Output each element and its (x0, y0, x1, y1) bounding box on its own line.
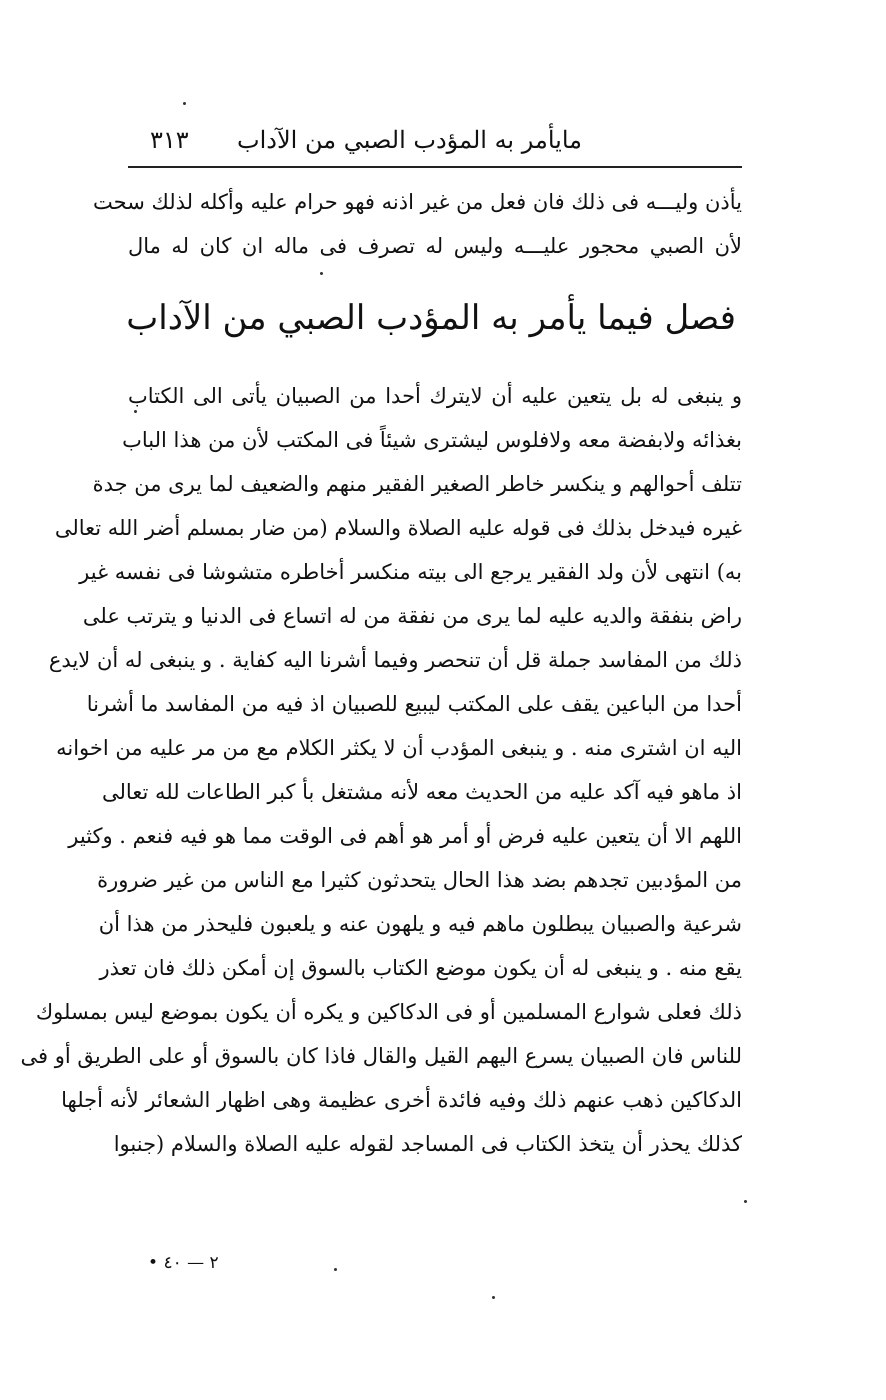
scan-speck (134, 410, 137, 413)
text-line: به) انتهى لأن ولد الفقير يرجع الى بيته منكسر أخاطره متشوشا فى نفسه غير (79, 560, 742, 584)
text-line: للناس فان الصبيان يسرع اليهم القيل والقال فاذا كان بالسوق أو على الطريق أو فى (20, 1044, 742, 1068)
scan-speck (492, 1296, 495, 1299)
main-paragraph (20, 374, 742, 1166)
text-line: كذلك يحذر أن يتخذ الكتاب فى المساجد لقوله عليه الصلاة والسلام (جنبوا (113, 1132, 742, 1156)
section-heading: فصل فيما يأمر به المؤدب الصبي من الآداب (126, 298, 736, 338)
text-line: شرعية والصبيان يبطلون ماهم فيه و يلهون عنه و يلعبون فليحذر من هذا أن (98, 912, 742, 936)
text-line: من المؤدبين تجدهم بضد هذا الحال يتحدثون كثيرا مع الناس من غير ضرورة (97, 868, 742, 892)
text-line: الدكاكين ذهب عنهم ذلك وفيه فائدة أخرى عظيمة وهى اظهار الشعائر لأنه أجلها (61, 1088, 742, 1112)
text-line: يقع منه . و ينبغى له أن يكون موضع الكتاب بالسوق إن أمكن ذلك فان تعذر (99, 956, 742, 980)
intro-paragraph (93, 180, 742, 268)
scan-speck (320, 272, 323, 275)
text-line: غيره فيدخل بذلك فى قوله عليه الصلاة والسلام (من ضار بمسلم أضر الله تعالى (54, 516, 742, 540)
running-header-title: مايأمر به المؤدب الصبي من الآداب (237, 126, 582, 154)
text-line: يأذن وليـــه فى ذلك فان فعل من غير اذنه فهو حرام عليه وأكله لذلك سحت (93, 190, 742, 214)
text-line: اذ ماهو فيه آكد عليه من الحديث معه لأنه مشتغل بأ كبر الطاعات لله تعالى (102, 780, 742, 804)
text-line: ذلك فعلى شوارع المسلمين أو فى الدكاكين و يكره أن يكون بموضع ليس بمسلوك (35, 1000, 742, 1024)
text-line: أحدا من الباعين يقف على المكتب ليبيع للصبيان اذ فيه من المفاسد ما أشرنا (86, 692, 742, 716)
scan-speck (744, 1200, 747, 1203)
header-rule (128, 166, 742, 168)
running-header (150, 116, 732, 164)
text-line: بغذائه ولابفضة معه ولافلوس ليشترى شيئاً فى المكتب لأن من هذا الباب (122, 428, 742, 452)
page-number: ٣١٣ (150, 126, 189, 154)
text-line: تتلف أحوالهم و ينكسر خاطر الصغير الفقير منهم والضعيف لما يرى من جدة (92, 472, 742, 496)
text-line: اليه ان اشترى منه . و ينبغى المؤدب أن لا يكثر الكلام مع من مر عليه من اخوانه (56, 736, 742, 760)
text-line: اللهم الا أن يتعين عليه فرض أو أمر هو أهم فى الوقت مما هو فيه فنعم . وكثير (68, 824, 742, 848)
text-line: راض بنفقة والديه عليه لما يرى من نفقة من له اتساع فى الدنيا و يترتب على (82, 604, 742, 628)
text-line: لأن الصبي محجور عليـــه وليس له تصرف فى ماله ان كان له مال (128, 234, 742, 258)
scan-speck (183, 102, 186, 105)
text-line: ذلك من المفاسد جملة قل أن تنحصر وفيما أشرنا اليه كفاية . و ينبغى له أن لايدع (48, 648, 742, 672)
scan-speck (334, 1268, 337, 1271)
printer-signature: ٢ — ٤٠ • (148, 1253, 219, 1273)
text-line: و ينبغى له بل يتعين عليه أن لايترك أحدا من الصبيان يأتى الى الكتاب (128, 384, 742, 408)
